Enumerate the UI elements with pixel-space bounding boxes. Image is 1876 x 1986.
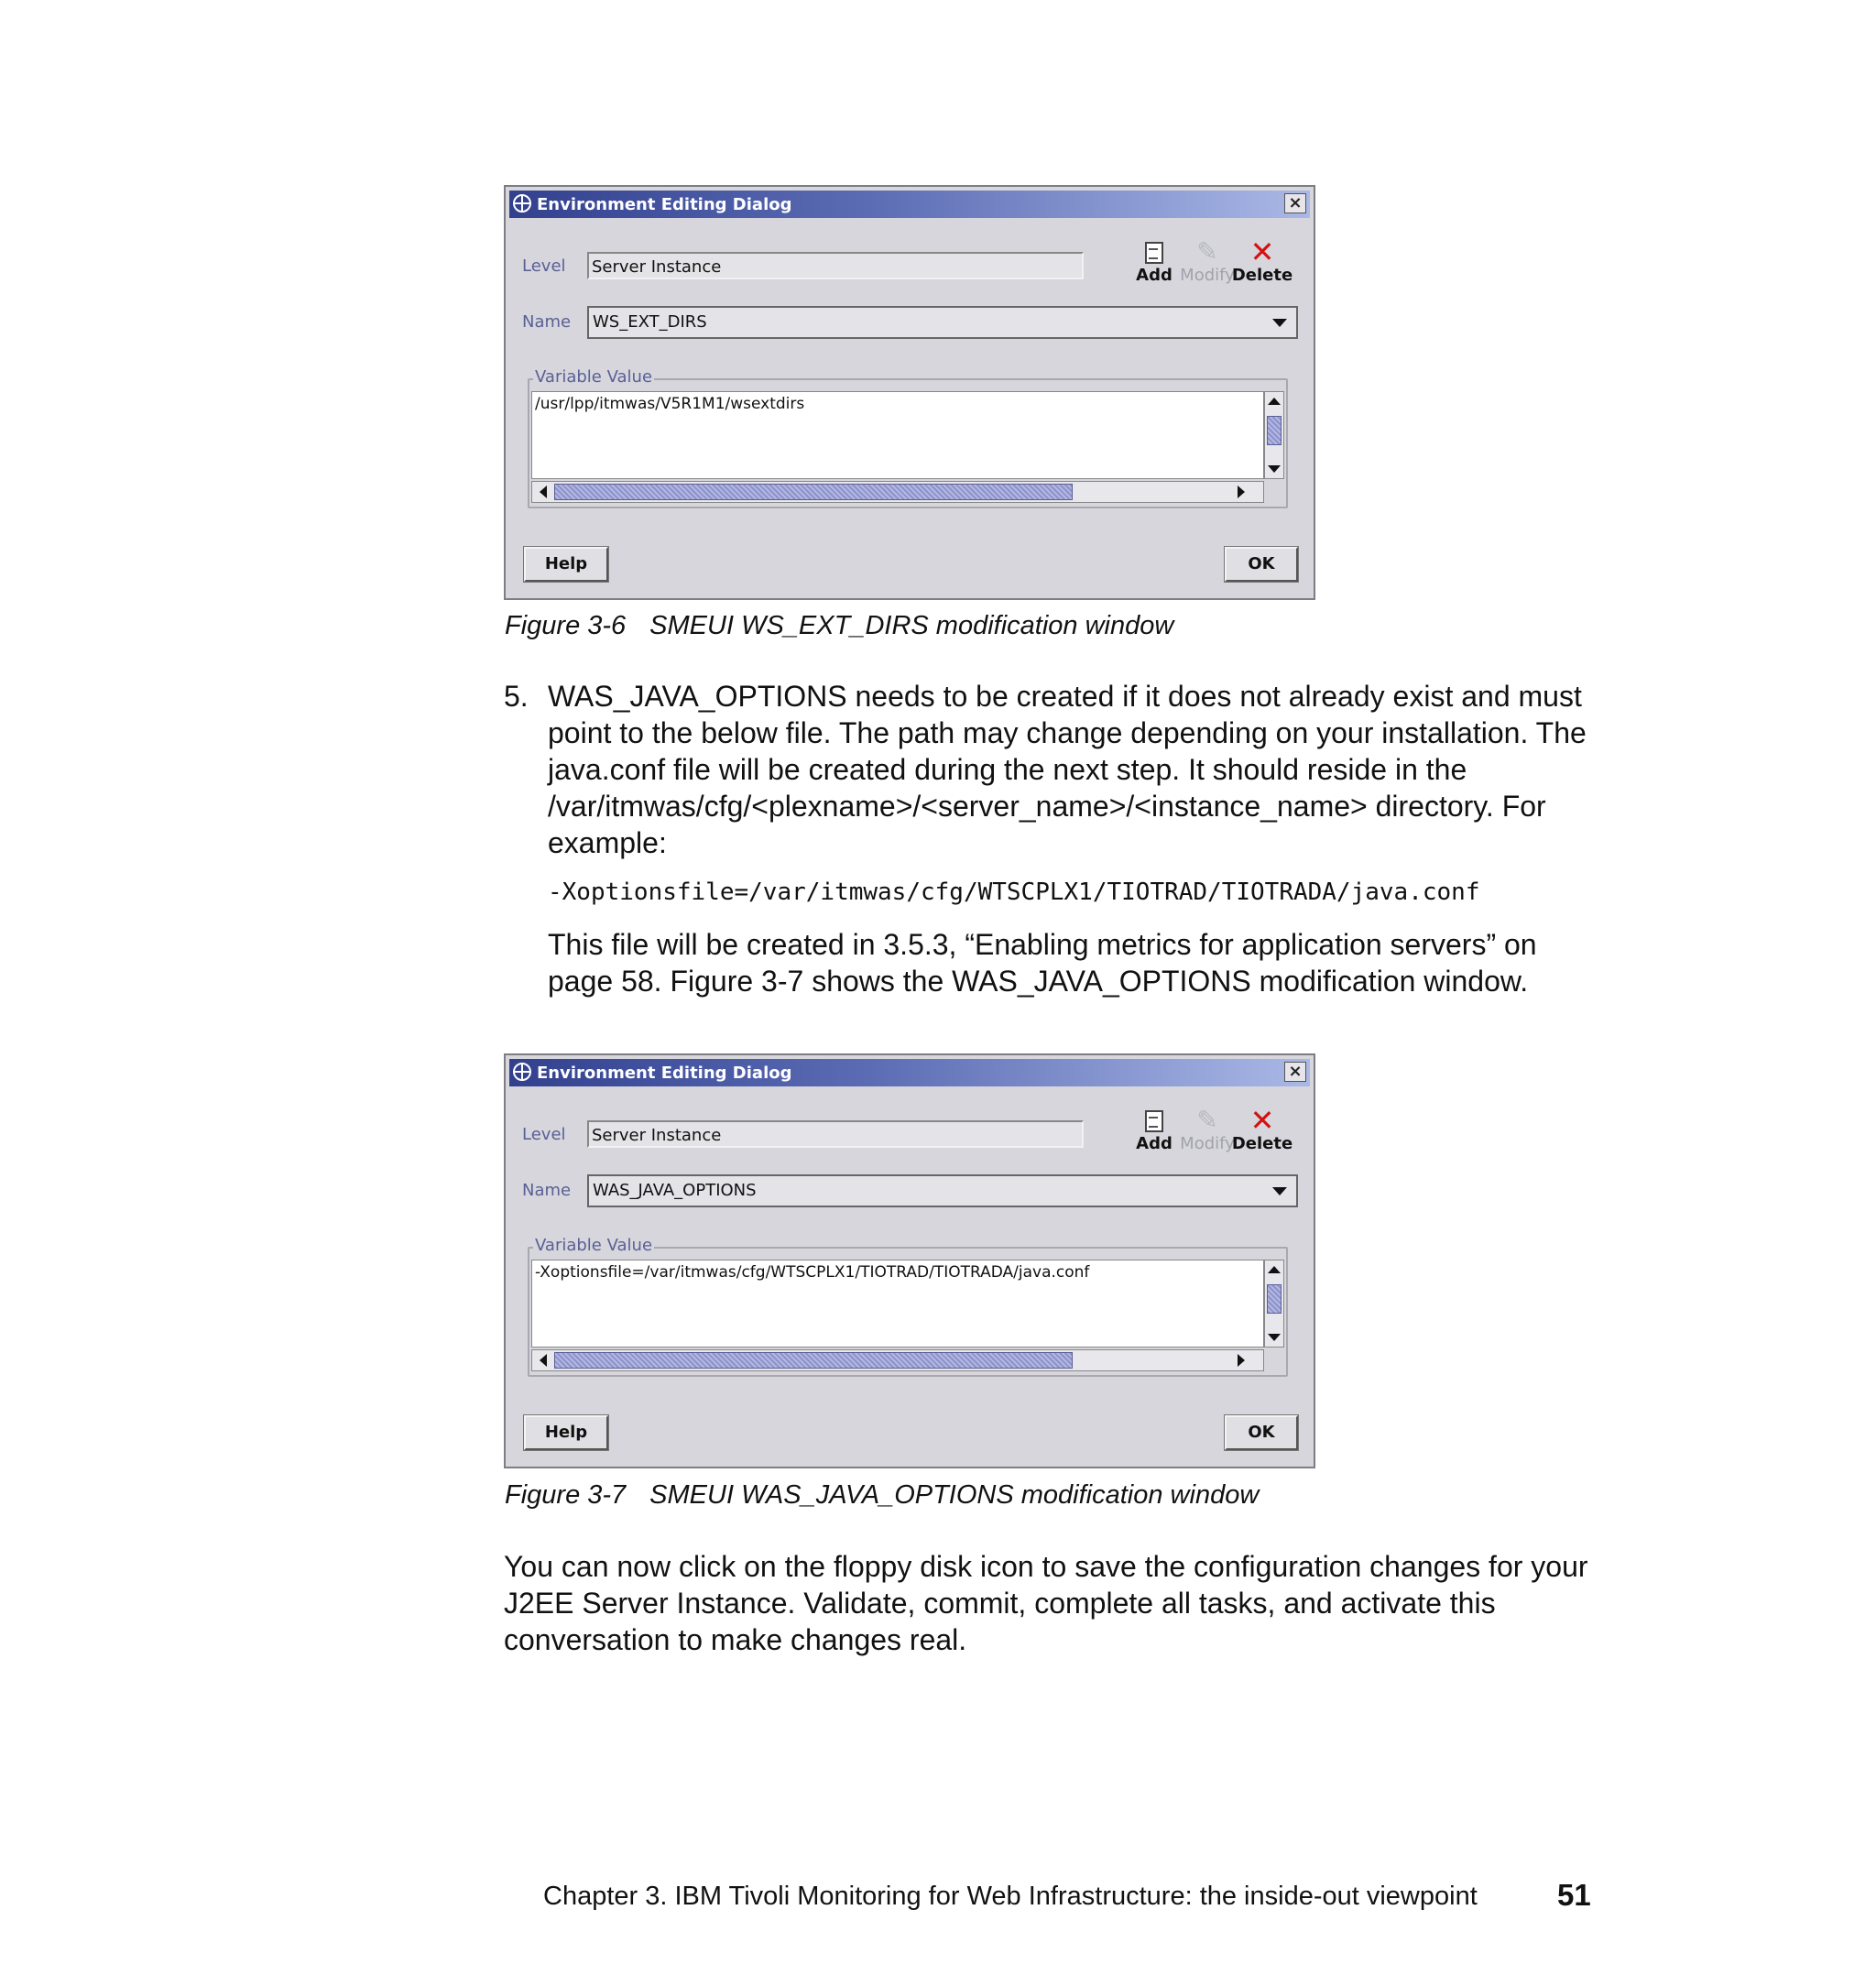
closing-paragraph: You can now click on the floppy disk icon to save the configuration changes for your J2EE Server Instance. Validate, commit, complete all tasks, and activate this conversation to make changes real. [504, 1550, 1588, 1656]
level-field: Server Instance [587, 252, 1084, 279]
horizontal-scroll-thumb[interactable] [554, 484, 1073, 500]
level-field: Server Instance [587, 1120, 1084, 1148]
vertical-scrollbar[interactable] [1264, 1260, 1284, 1348]
scroll-right-icon[interactable] [1238, 1354, 1245, 1367]
close-button[interactable]: × [1284, 1062, 1306, 1082]
name-label: Name [522, 1181, 572, 1200]
scroll-left-icon[interactable] [540, 486, 547, 498]
variable-value-textarea[interactable]: /usr/lpp/itmwas/V5R1M1/wsextdirs [531, 391, 1264, 479]
help-button[interactable]: Help [524, 1415, 608, 1450]
dialog-title: Environment Editing Dialog [537, 195, 792, 214]
modify-button[interactable]: ✎ Modify [1178, 1107, 1237, 1162]
scroll-up-icon[interactable] [1268, 398, 1281, 405]
environment-editing-dialog [504, 1053, 1315, 1468]
variable-value-group [528, 1236, 1288, 1377]
figure-label: Figure 3-6 [505, 611, 627, 640]
scroll-down-icon[interactable] [1268, 1334, 1281, 1341]
add-button[interactable]: Add [1125, 238, 1183, 293]
delete-button[interactable]: ✕ Delete [1231, 235, 1293, 285]
figure-label: Figure 3-7 [505, 1480, 627, 1510]
pencil-icon: ✎ [1196, 236, 1218, 267]
step-paragraph: WAS_JAVA_OPTIONS needs to be created if it does not already exist and must point to the below file. The path may change depending on your installation. The java.conf file will be created during the next step. It should reside in the /var/itmwas/cfg/<plexname>/<server_name>/<instance_name> directory. For example: [548, 680, 1587, 859]
add-document-icon [1125, 238, 1183, 267]
figure-title: SMEUI WAS_JAVA_OPTIONS modification window [649, 1480, 1260, 1510]
app-globe-icon [513, 194, 531, 213]
close-button[interactable]: × [1284, 193, 1306, 213]
dialog-titlebar[interactable] [509, 191, 1310, 218]
horizontal-scroll-thumb[interactable] [554, 1352, 1073, 1369]
pencil-icon: ✎ [1196, 1105, 1218, 1135]
figure-caption [505, 611, 1173, 641]
horizontal-scrollbar[interactable] [531, 1349, 1264, 1371]
delete-x-icon: ✕ [1249, 235, 1275, 269]
variable-value-group [528, 367, 1288, 508]
scroll-left-icon[interactable] [540, 1354, 547, 1367]
environment-editing-dialog [504, 185, 1315, 600]
chevron-down-icon[interactable] [1272, 319, 1287, 327]
figure-caption [505, 1480, 1259, 1511]
ok-button[interactable]: OK [1225, 547, 1298, 582]
chevron-down-icon[interactable] [1272, 1187, 1287, 1195]
scroll-corner [1264, 1349, 1284, 1371]
ok-button[interactable]: OK [1225, 1415, 1298, 1450]
name-combobox[interactable] [587, 306, 1298, 339]
delete-button[interactable]: ✕ Delete [1231, 1103, 1293, 1153]
variable-value-label: Variable Value [535, 1236, 653, 1255]
code-example: -Xoptionsfile=/var/itmwas/cfg/WTSCPLX1/TIOTRAD/TIOTRADA/java.conf [548, 878, 1480, 906]
scroll-right-icon[interactable] [1238, 486, 1245, 498]
dialog-title: Environment Editing Dialog [537, 1064, 792, 1083]
vertical-scroll-thumb[interactable] [1267, 1284, 1282, 1314]
scroll-corner [1264, 481, 1284, 503]
step-followup-paragraph: This file will be created in 3.5.3, “Enabling metrics for application servers” on page 58. Figure 3-7 shows the WAS_JAVA_OPTIONS modification window. [548, 928, 1537, 998]
name-combobox-value: WAS_JAVA_OPTIONS [593, 1181, 757, 1200]
step-number: 5. [504, 680, 529, 713]
help-button[interactable]: Help [524, 547, 608, 582]
modify-button[interactable]: ✎ Modify [1178, 238, 1237, 293]
name-label: Name [522, 312, 572, 332]
level-label: Level [522, 256, 566, 276]
add-button[interactable]: Add [1125, 1107, 1183, 1162]
level-label: Level [522, 1125, 566, 1144]
figure-title: SMEUI WS_EXT_DIRS modification window [649, 611, 1174, 640]
add-document-icon [1125, 1107, 1183, 1136]
horizontal-scrollbar[interactable] [531, 481, 1264, 503]
name-combobox-value: WS_EXT_DIRS [593, 312, 707, 332]
chapter-footer: Chapter 3. IBM Tivoli Monitoring for Web Infrastructure: the inside-out viewpoint [543, 1882, 1478, 1911]
scroll-down-icon[interactable] [1268, 465, 1281, 473]
dialog-titlebar[interactable] [509, 1059, 1310, 1086]
delete-x-icon: ✕ [1249, 1103, 1275, 1138]
vertical-scrollbar[interactable] [1264, 391, 1284, 479]
app-globe-icon [513, 1063, 531, 1081]
variable-value-label: Variable Value [535, 367, 653, 387]
page-number: 51 [1557, 1878, 1591, 1912]
name-combobox[interactable] [587, 1174, 1298, 1207]
variable-value-textarea[interactable]: -Xoptionsfile=/var/itmwas/cfg/WTSCPLX1/TIOTRAD/TIOTRADA/java.conf [531, 1260, 1264, 1348]
vertical-scroll-thumb[interactable] [1267, 416, 1282, 445]
scroll-up-icon[interactable] [1268, 1266, 1281, 1273]
